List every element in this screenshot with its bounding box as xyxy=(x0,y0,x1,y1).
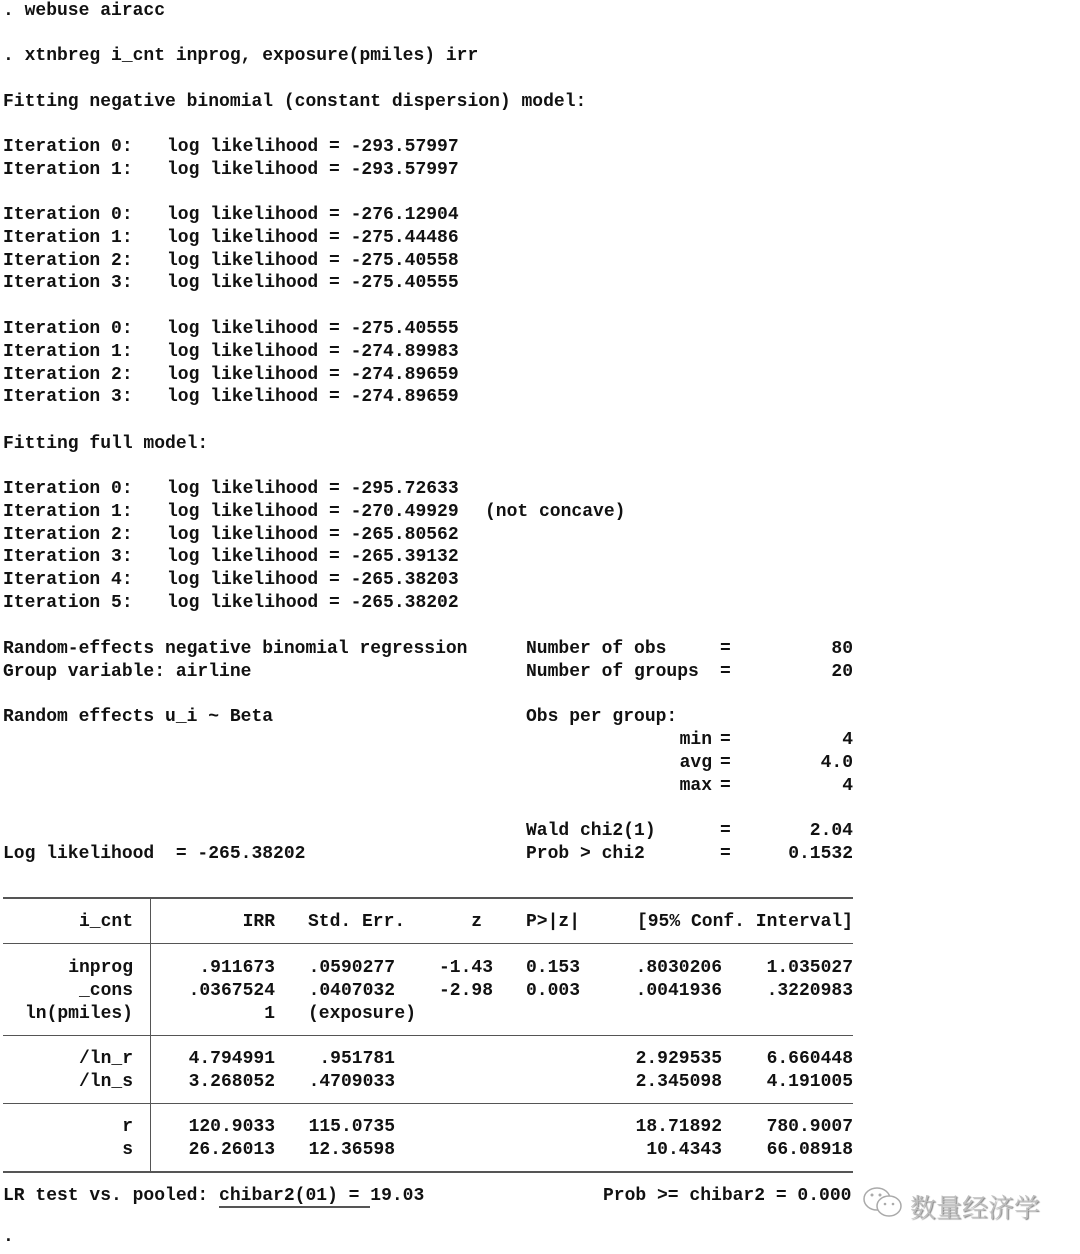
iteration-label: Iteration 3: xyxy=(3,273,133,294)
iteration-label: Iteration 3: xyxy=(3,387,133,408)
section-header: Fitting full model: xyxy=(3,434,209,454)
lr-test-prob: Prob >= chibar2 = 0.000 xyxy=(603,1186,852,1206)
cell-row-label: s xyxy=(122,1140,133,1160)
header-depvar: i_cnt xyxy=(78,912,133,932)
cell-ci-upper: 780.9007 xyxy=(766,1117,853,1137)
equals-sign: = xyxy=(720,639,731,659)
cell-std-err: 115.0735 xyxy=(308,1117,395,1137)
equals-sign: = xyxy=(720,753,731,773)
iteration-label: Iteration 0: xyxy=(3,205,133,225)
iteration-note: (not concave) xyxy=(485,501,626,522)
cell-row-label: /ln_s xyxy=(78,1072,133,1092)
iteration-log-likelihood: log likelihood = -265.39132 xyxy=(167,547,459,568)
iteration-log-likelihood: log likelihood = -275.40555 xyxy=(167,319,459,339)
cell-ci-lower: 2.345098 xyxy=(635,1072,722,1092)
iteration-log-likelihood: log likelihood = -265.38203 xyxy=(167,570,459,591)
table-rule xyxy=(3,897,853,899)
iteration-log-likelihood: log likelihood = -275.40558 xyxy=(167,250,459,271)
cell-irr: 4.794991 xyxy=(188,1049,275,1069)
watermark xyxy=(862,1186,1040,1226)
cell-std-err: .951781 xyxy=(319,1049,395,1069)
equals-sign: = xyxy=(720,821,731,841)
header-irr: IRR xyxy=(242,912,275,932)
model-title: Random-effects negative binomial regression xyxy=(3,639,468,659)
cell-irr: .911673 xyxy=(199,958,275,978)
cell-row-label: r xyxy=(122,1117,133,1137)
iteration-label: Iteration 1: xyxy=(3,159,133,180)
cell-row-label: /ln_r xyxy=(78,1049,133,1069)
cell-std-err: .0590277 xyxy=(308,958,395,978)
iteration-label: Iteration 0: xyxy=(3,319,133,339)
cell-z: -1.43 xyxy=(438,958,493,978)
lr-test-line xyxy=(3,1185,424,1207)
cell-std-err: 12.36598 xyxy=(308,1140,395,1160)
iteration-log-likelihood: log likelihood = -276.12904 xyxy=(167,205,459,225)
equals-sign: = xyxy=(720,662,731,682)
min-label: min xyxy=(679,730,712,750)
table-rule xyxy=(3,1103,853,1104)
iteration-label: Iteration 2: xyxy=(3,250,133,271)
iteration-label: Iteration 1: xyxy=(3,341,133,362)
cell-row-label: ln(pmiles) xyxy=(24,1004,133,1024)
ngroups-value: 20 xyxy=(831,662,853,682)
lr-test-stat-value: 19.03 xyxy=(370,1186,425,1206)
cell-irr: 120.9033 xyxy=(188,1117,275,1137)
group-variable: Group variable: airline xyxy=(3,662,252,682)
cell-row-label: _cons xyxy=(78,981,133,1001)
header-pvalue: P>|z| xyxy=(526,912,581,932)
iteration-label: Iteration 1: xyxy=(3,501,133,522)
header-std-err: Std. Err. xyxy=(308,912,406,932)
cell-ci-upper: 1.035027 xyxy=(766,958,853,978)
wald-value: 2.04 xyxy=(809,821,853,841)
iteration-log-likelihood: log likelihood = -265.80562 xyxy=(167,524,459,545)
wald-label: Wald chi2(1) xyxy=(526,821,656,841)
iteration-log-likelihood: log likelihood = -293.57997 xyxy=(167,137,459,157)
max-label: max xyxy=(679,776,712,796)
watermark-text: 数量经济学 xyxy=(910,1193,1041,1224)
table-rule xyxy=(3,943,853,944)
avg-label: avg xyxy=(679,753,712,773)
cell-ci-upper: .3220983 xyxy=(766,981,853,1001)
command-prompt[interactable]: . xyxy=(3,1227,14,1247)
lr-test-stat-label: chibar2(01) = xyxy=(219,1186,371,1206)
ngroups-label: Number of groups xyxy=(526,662,699,682)
cell-ci-upper: 4.191005 xyxy=(766,1072,853,1092)
table-divider xyxy=(150,898,151,1172)
min-value: 4 xyxy=(842,730,853,750)
cell-ci-upper: 66.08918 xyxy=(766,1140,853,1160)
cell-ci-upper: 6.660448 xyxy=(766,1049,853,1069)
iteration-log-likelihood: log likelihood = -270.49929 xyxy=(167,501,459,522)
cell-row-label: inprog xyxy=(68,958,133,978)
table-rule xyxy=(3,1035,853,1036)
cell-ci-lower: .0041936 xyxy=(635,981,722,1001)
random-effects-dist: Random effects u_i ~ Beta xyxy=(3,707,274,727)
cell-ci-lower: 18.71892 xyxy=(635,1117,722,1137)
iteration-log-likelihood: log likelihood = -293.57997 xyxy=(167,159,459,180)
iteration-label: Iteration 2: xyxy=(3,364,133,385)
iteration-log-likelihood: log likelihood = -274.89659 xyxy=(167,387,459,408)
section-header: Fitting negative binomial (constant dispersion) model: xyxy=(3,92,587,112)
iteration-log-likelihood: log likelihood = -275.44486 xyxy=(167,227,459,248)
cell-std-err: .0407032 xyxy=(308,981,395,1001)
iteration-log-likelihood: log likelihood = -295.72633 xyxy=(167,479,459,499)
nobs-label: Number of obs xyxy=(526,639,667,659)
nobs-value: 80 xyxy=(831,639,853,659)
obs-per-group-label: Obs per group: xyxy=(526,707,678,727)
cell-irr: .0367524 xyxy=(188,981,275,1001)
cell-ci-lower: .8030206 xyxy=(635,958,722,978)
prob-label: Prob > chi2 xyxy=(526,844,645,864)
log-likelihood: Log likelihood = -265.38202 xyxy=(3,844,306,864)
cell-z: -2.98 xyxy=(438,981,493,1001)
cell-std-err: .4709033 xyxy=(308,1072,395,1092)
iteration-label: Iteration 1: xyxy=(3,227,133,248)
cell-pvalue: 0.153 xyxy=(526,958,581,978)
cell-irr: 26.26013 xyxy=(188,1140,275,1160)
cell-std-err: (exposure) xyxy=(308,1004,417,1024)
equals-sign: = xyxy=(720,730,731,750)
iteration-log-likelihood: log likelihood = -275.40555 xyxy=(167,273,459,294)
header-conf-interval: [95% Conf. Interval] xyxy=(636,912,853,932)
iteration-label: Iteration 2: xyxy=(3,524,133,545)
iteration-log-likelihood: log likelihood = -274.89659 xyxy=(167,364,459,385)
iteration-log-likelihood: log likelihood = -274.89983 xyxy=(167,341,459,362)
lr-test-prefix: LR test vs. pooled: xyxy=(3,1186,220,1206)
command-line: . webuse airacc xyxy=(3,1,166,21)
cell-irr: 1 xyxy=(264,1004,275,1024)
cell-ci-lower: 10.4343 xyxy=(646,1140,722,1160)
iteration-label: Iteration 0: xyxy=(3,137,133,157)
equals-sign: = xyxy=(720,844,731,864)
iteration-label: Iteration 0: xyxy=(3,479,133,499)
header-z: z xyxy=(471,912,482,932)
iteration-label: Iteration 4: xyxy=(3,570,133,591)
iteration-log-likelihood: log likelihood = -265.38202 xyxy=(167,593,459,613)
command-line: . xtnbreg i_cnt inprog, exposure(pmiles) irr xyxy=(3,46,479,66)
cell-irr: 3.268052 xyxy=(188,1072,275,1092)
iteration-label: Iteration 5: xyxy=(3,593,133,613)
iteration-label: Iteration 3: xyxy=(3,547,133,568)
cell-ci-lower: 2.929535 xyxy=(635,1049,722,1069)
wechat-icon xyxy=(862,1185,904,1228)
cell-pvalue: 0.003 xyxy=(526,981,581,1001)
equals-sign: = xyxy=(720,776,731,796)
table-rule xyxy=(3,1171,853,1173)
avg-value: 4.0 xyxy=(820,753,853,773)
max-value: 4 xyxy=(842,776,853,796)
prob-value: 0.1532 xyxy=(788,844,853,864)
